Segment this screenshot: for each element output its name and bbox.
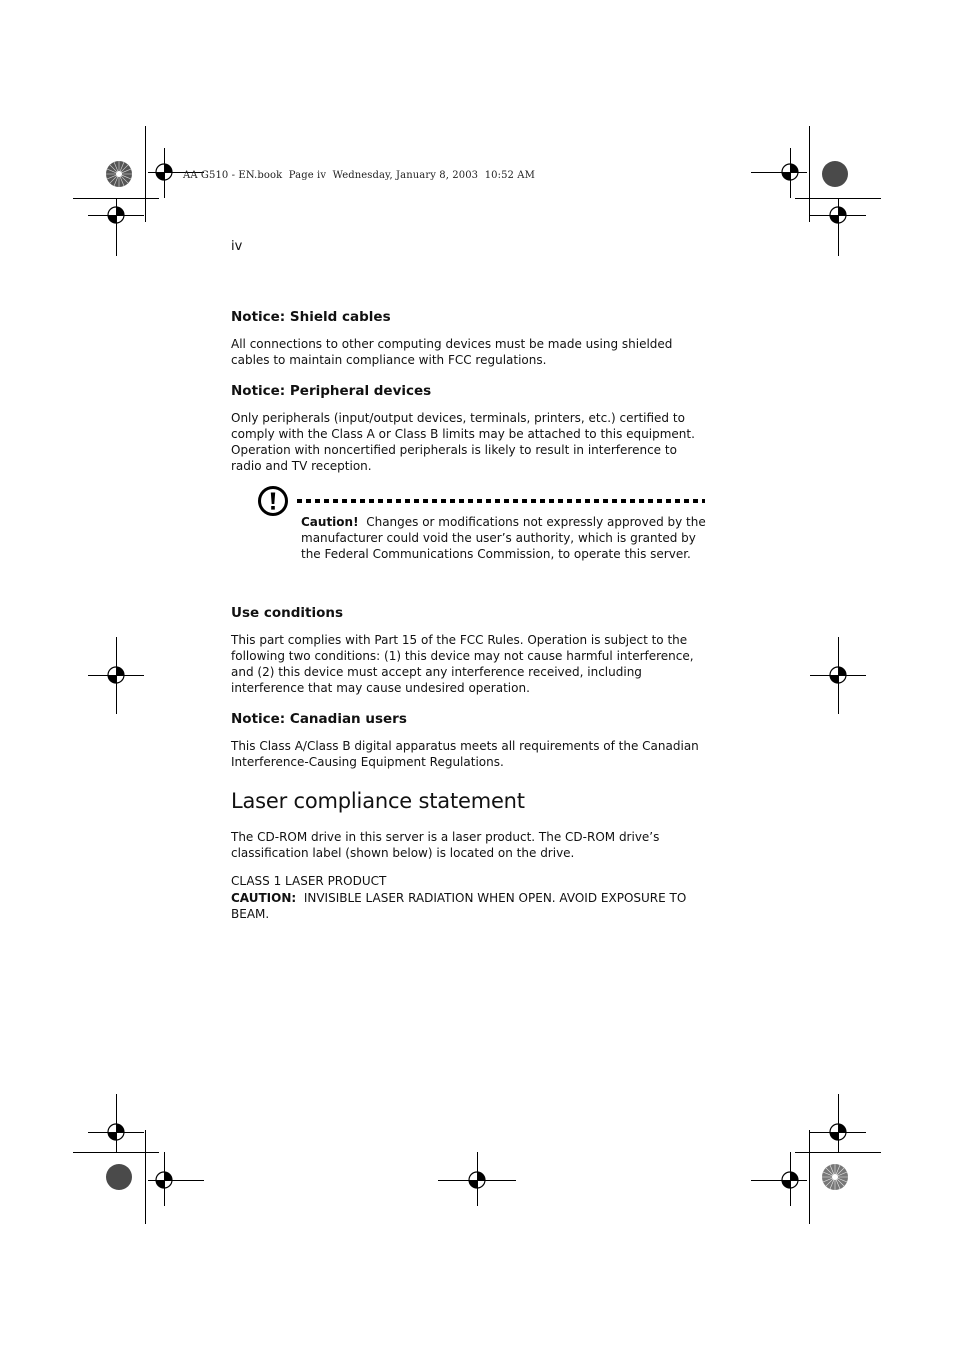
crop-line [809, 126, 810, 222]
caution-label: Caution! [301, 515, 359, 529]
crop-line [73, 1152, 159, 1153]
heading-shield-cables: Notice: Shield cables [231, 309, 391, 325]
paragraph-shield-cables: All connections to other computing devices must be made using shielded cables to maintain compliance with FCC regulations. [231, 337, 673, 367]
registration-target-icon [106, 205, 126, 225]
laser-class-line: CLASS 1 LASER PRODUCT [231, 874, 387, 888]
starburst-disc-icon [105, 160, 133, 188]
registration-target-icon [780, 1170, 800, 1190]
paragraph-peripheral-devices: Only peripherals (input/output devices, terminals, printers, etc.) certified to comply with the Class A or Class B limits may be attached to this equipment. Operation with noncertified peripherals is likely to result in interference to radio and TV reception. [231, 411, 695, 473]
registration-target-icon [780, 162, 800, 182]
solid-disc-icon [105, 1163, 133, 1191]
caution-divider [297, 499, 705, 503]
crop-line [145, 126, 146, 222]
starburst-disc-icon [821, 1163, 849, 1191]
laser-caution-line [231, 890, 709, 923]
paragraph-canadian-users: This Class A/Class B digital apparatus meets all requirements of the Canadian Interference-Causing Equipment Regulations. [231, 739, 699, 769]
laser-caution-text: INVISIBLE LASER RADIATION WHEN OPEN. AVOID EXPOSURE TO BEAM. [231, 890, 687, 921]
paragraph-laser-compliance: The CD-ROM drive in this server is a laser product. The CD-ROM drive’s classification label (shown below) is located on the drive. [231, 830, 660, 860]
heading-canadian-users: Notice: Canadian users [231, 711, 407, 727]
print-slug: AA G510 - EN.book Page iv Wednesday, January 8, 2003 10:52 AM [183, 170, 535, 181]
paragraph-use-conditions: This part complies with Part 15 of the FCC Rules. Operation is subject to the following two conditions: (1) this device may not cause harmful interference, and (2) this device must accept any interference received, including interference that may cause undesired operation. [231, 633, 694, 695]
solid-disc-icon [821, 160, 849, 188]
page-number: iv [231, 239, 243, 254]
heading-use-conditions: Use conditions [231, 605, 344, 621]
crop-line [145, 1130, 146, 1224]
caution-body: Changes or modifications not expressly approved by the manufacturer could void the user’s authority, which is granted by the Federal Communications Commission, to operate this server. [301, 515, 706, 561]
registration-target-icon [154, 162, 174, 182]
heading-peripheral-devices: Notice: Peripheral devices [231, 383, 432, 399]
registration-target-icon [106, 1122, 126, 1142]
registration-target-icon [154, 1170, 174, 1190]
exclamation-icon [257, 485, 289, 517]
page-content [231, 308, 709, 923]
crop-line [809, 1130, 810, 1224]
registration-target-icon [467, 1170, 487, 1190]
caution-text [301, 514, 709, 562]
registration-target-icon [106, 665, 126, 685]
registration-target-icon [828, 665, 848, 685]
registration-target-icon [828, 1122, 848, 1142]
caution-callout [231, 484, 709, 586]
registration-target-icon [828, 205, 848, 225]
laser-caution-label: CAUTION: [231, 890, 297, 905]
crop-line [795, 1152, 881, 1153]
heading-laser-compliance: Laser compliance statement [231, 789, 525, 813]
laser-label-block [231, 873, 709, 923]
